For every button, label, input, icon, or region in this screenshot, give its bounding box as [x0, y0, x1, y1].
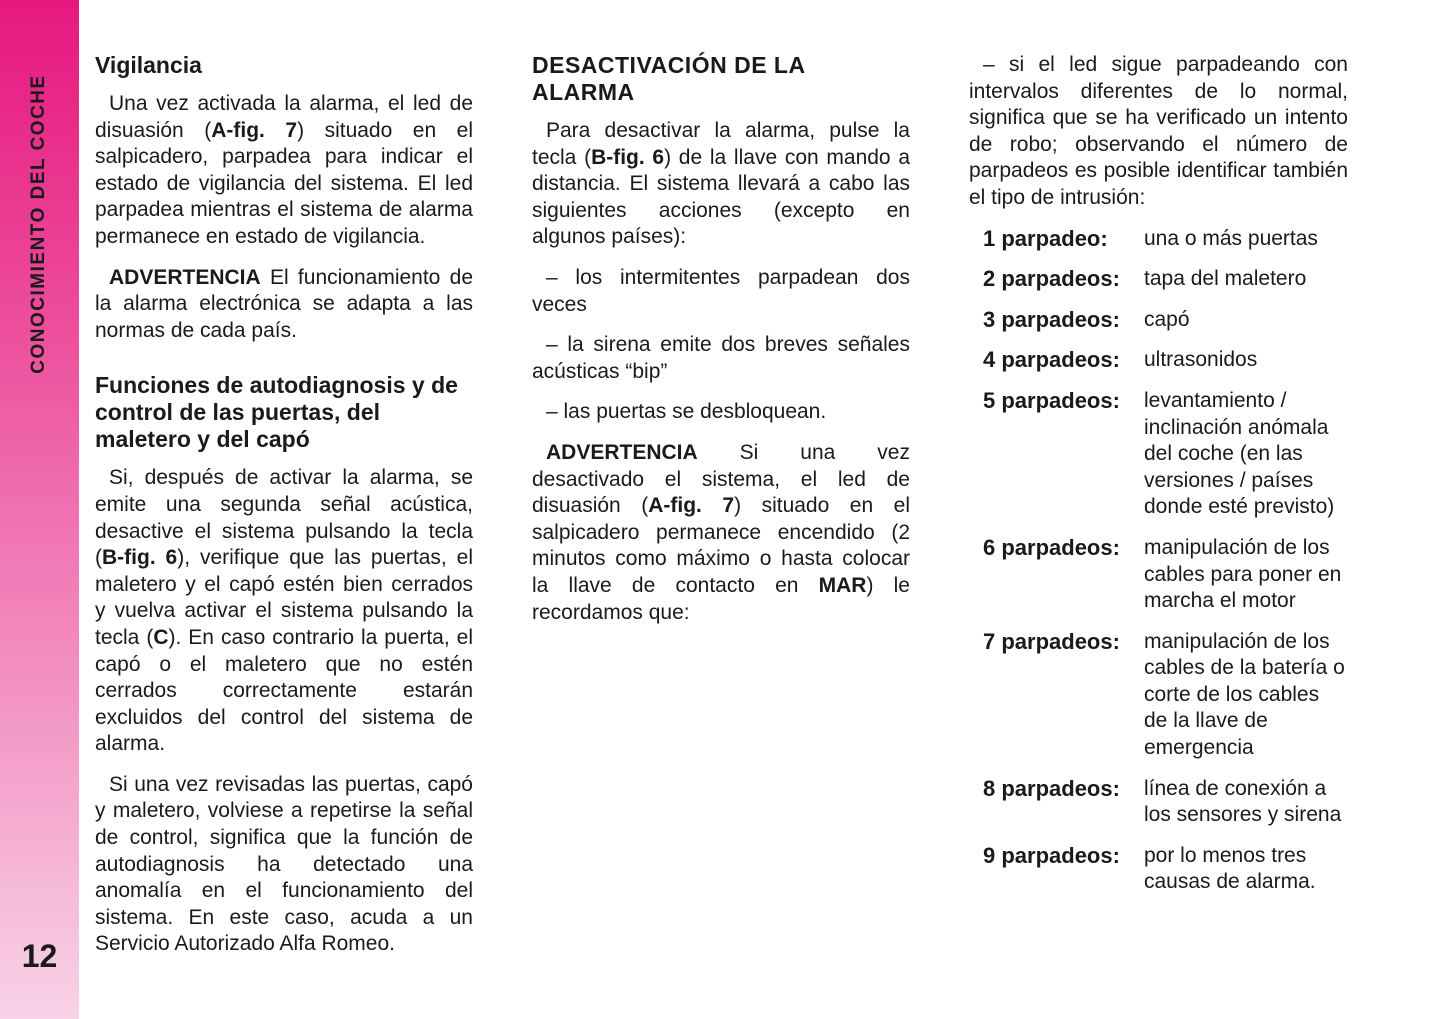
paragraph-intro: – si el led sigue parpadeando con intervalos diferentes de lo normal, significa que se ha verificado un intento de robo; observando el número de parpadeos es posible identificar también el tipo de intrusión:: [969, 53, 1348, 209]
blink-count: 3 parpadeos:: [983, 306, 1120, 332]
figure-ref: B-fig. 6: [591, 145, 665, 169]
key-ref: C: [153, 625, 169, 649]
list-item: [969, 266, 1348, 293]
list-item: [969, 388, 1348, 521]
blink-meaning: manipulación de los cables de la batería o corte de los cables de la llave de emergencia: [1144, 629, 1345, 760]
column-3: [969, 52, 1348, 910]
paragraph-warning-2: ADVERTENCIA Si una vez desactivado el sistema, el led de disuasión (A-fig. 7) situado en el salpicadero permanece encendido (2 minutos como máximo o hasta colocar la llave de contacto en MAR) le recordamos que:: [532, 440, 911, 624]
blink-meaning: por lo menos tres causas de alarma.: [1144, 843, 1316, 894]
paragraph-vigilancia: Una vez activada la alarma, el led de disuasión (A-fig. 7) situado en el salpicadero, parpadea para indicar el estado de vigilancia del sistema. El led parpadea mientras el sistema de alarma permanece en estado de vigilancia.: [95, 92, 474, 248]
blink-count: 7 parpadeos:: [983, 628, 1120, 654]
paragraph-warning: ADVERTENCIA El funcionamiento de la alarma electrónica se adapta a las normas de cada país.: [95, 265, 473, 342]
sidebar-band: [0, 0, 79, 1019]
blink-count: 1 parpadeo:: [983, 225, 1108, 251]
blink-meaning: manipulación de los cables para poner en marcha el motor: [1144, 535, 1342, 613]
blink-meaning: capó: [1144, 307, 1190, 331]
figure-ref: A-fig. 7: [211, 118, 298, 142]
list-item: [969, 347, 1348, 374]
blink-count: 4 parpadeos:: [983, 347, 1120, 373]
list-item: [969, 226, 1348, 253]
list-item: [969, 843, 1348, 896]
list-item: – los intermitentes parpadean dos veces: [532, 265, 910, 316]
list-item: – las puertas se desbloquean.: [546, 400, 827, 424]
figure-ref: B-fig. 6: [102, 546, 178, 570]
list-item: [969, 307, 1348, 334]
blink-count: 6 parpadeos:: [983, 534, 1120, 560]
list-item: [969, 535, 1348, 615]
blink-list: [969, 226, 1348, 896]
warning-label: ADVERTENCIA: [546, 440, 698, 464]
blink-meaning: tapa del maletero: [1144, 267, 1307, 291]
blink-meaning: ultrasonidos: [1144, 348, 1258, 372]
heading-funciones: Funciones de autodiagnosis y de control de las puertas, del maletero y del capó: [95, 372, 458, 453]
column-1: [95, 52, 473, 972]
page-number: 12: [21, 938, 58, 974]
warning-label: ADVERTENCIA: [109, 265, 261, 289]
blink-count: 9 parpadeos:: [983, 842, 1120, 868]
heading-vigilancia: Vigilancia: [95, 52, 202, 78]
list-item: – la sirena emite dos breves señales acústicas “bip”: [532, 333, 910, 383]
paragraph-autodiagnosis: Si, después de activar la alarma, se emite una segunda señal acústica, desactive el sistema pulsando la tecla (B-fig. 6), verifique que las puertas, el maletero y el capó estén bien cerrados y vuelva activar el sistema pulsando la tecla (C). En caso contrario la puerta, el capó o el maletero que no estén cerrados correctamente estarán excluidos del control del sistema de alarma.: [95, 466, 474, 756]
blink-count: 5 parpadeos:: [983, 387, 1120, 413]
blink-count: 2 parpadeos:: [983, 266, 1120, 292]
figure-ref: A-fig. 7: [648, 494, 735, 518]
blink-meaning: línea de conexión a los sensores y sirena: [1144, 776, 1342, 827]
blink-count: 8 parpadeos:: [983, 775, 1120, 801]
blink-meaning: una o más puertas: [1144, 226, 1318, 250]
paragraph-desactivar: Para desactivar la alarma, pulse la tecla (B-fig. 6) de la llave con mando a distancia. El sistema llevará a cabo las siguientes acciones (excepto en algunos países):: [532, 119, 910, 249]
paragraph-anomalia: Si una vez revisadas las puertas, capó y maletero, volviese a repetirse la señal de control, significa que la función de autodiagnosis ha detectado una anomalía en el funcionamiento del sistema. En este caso, acuda a un Servicio Autorizado Alfa Romeo.: [95, 772, 473, 956]
mar-ref: MAR: [818, 573, 867, 597]
column-2: [532, 52, 910, 640]
heading-desactivacion: DESACTIVACIÓN DE LA ALARMA: [532, 52, 805, 105]
blink-meaning: levantamiento / inclinación anómala del coche (en las versiones / países donde esté previsto): [1144, 388, 1335, 519]
list-item: [969, 776, 1348, 829]
section-title-vertical: CONOCIMIENTO DEL COCHE: [28, 74, 49, 374]
list-item: [969, 629, 1348, 762]
